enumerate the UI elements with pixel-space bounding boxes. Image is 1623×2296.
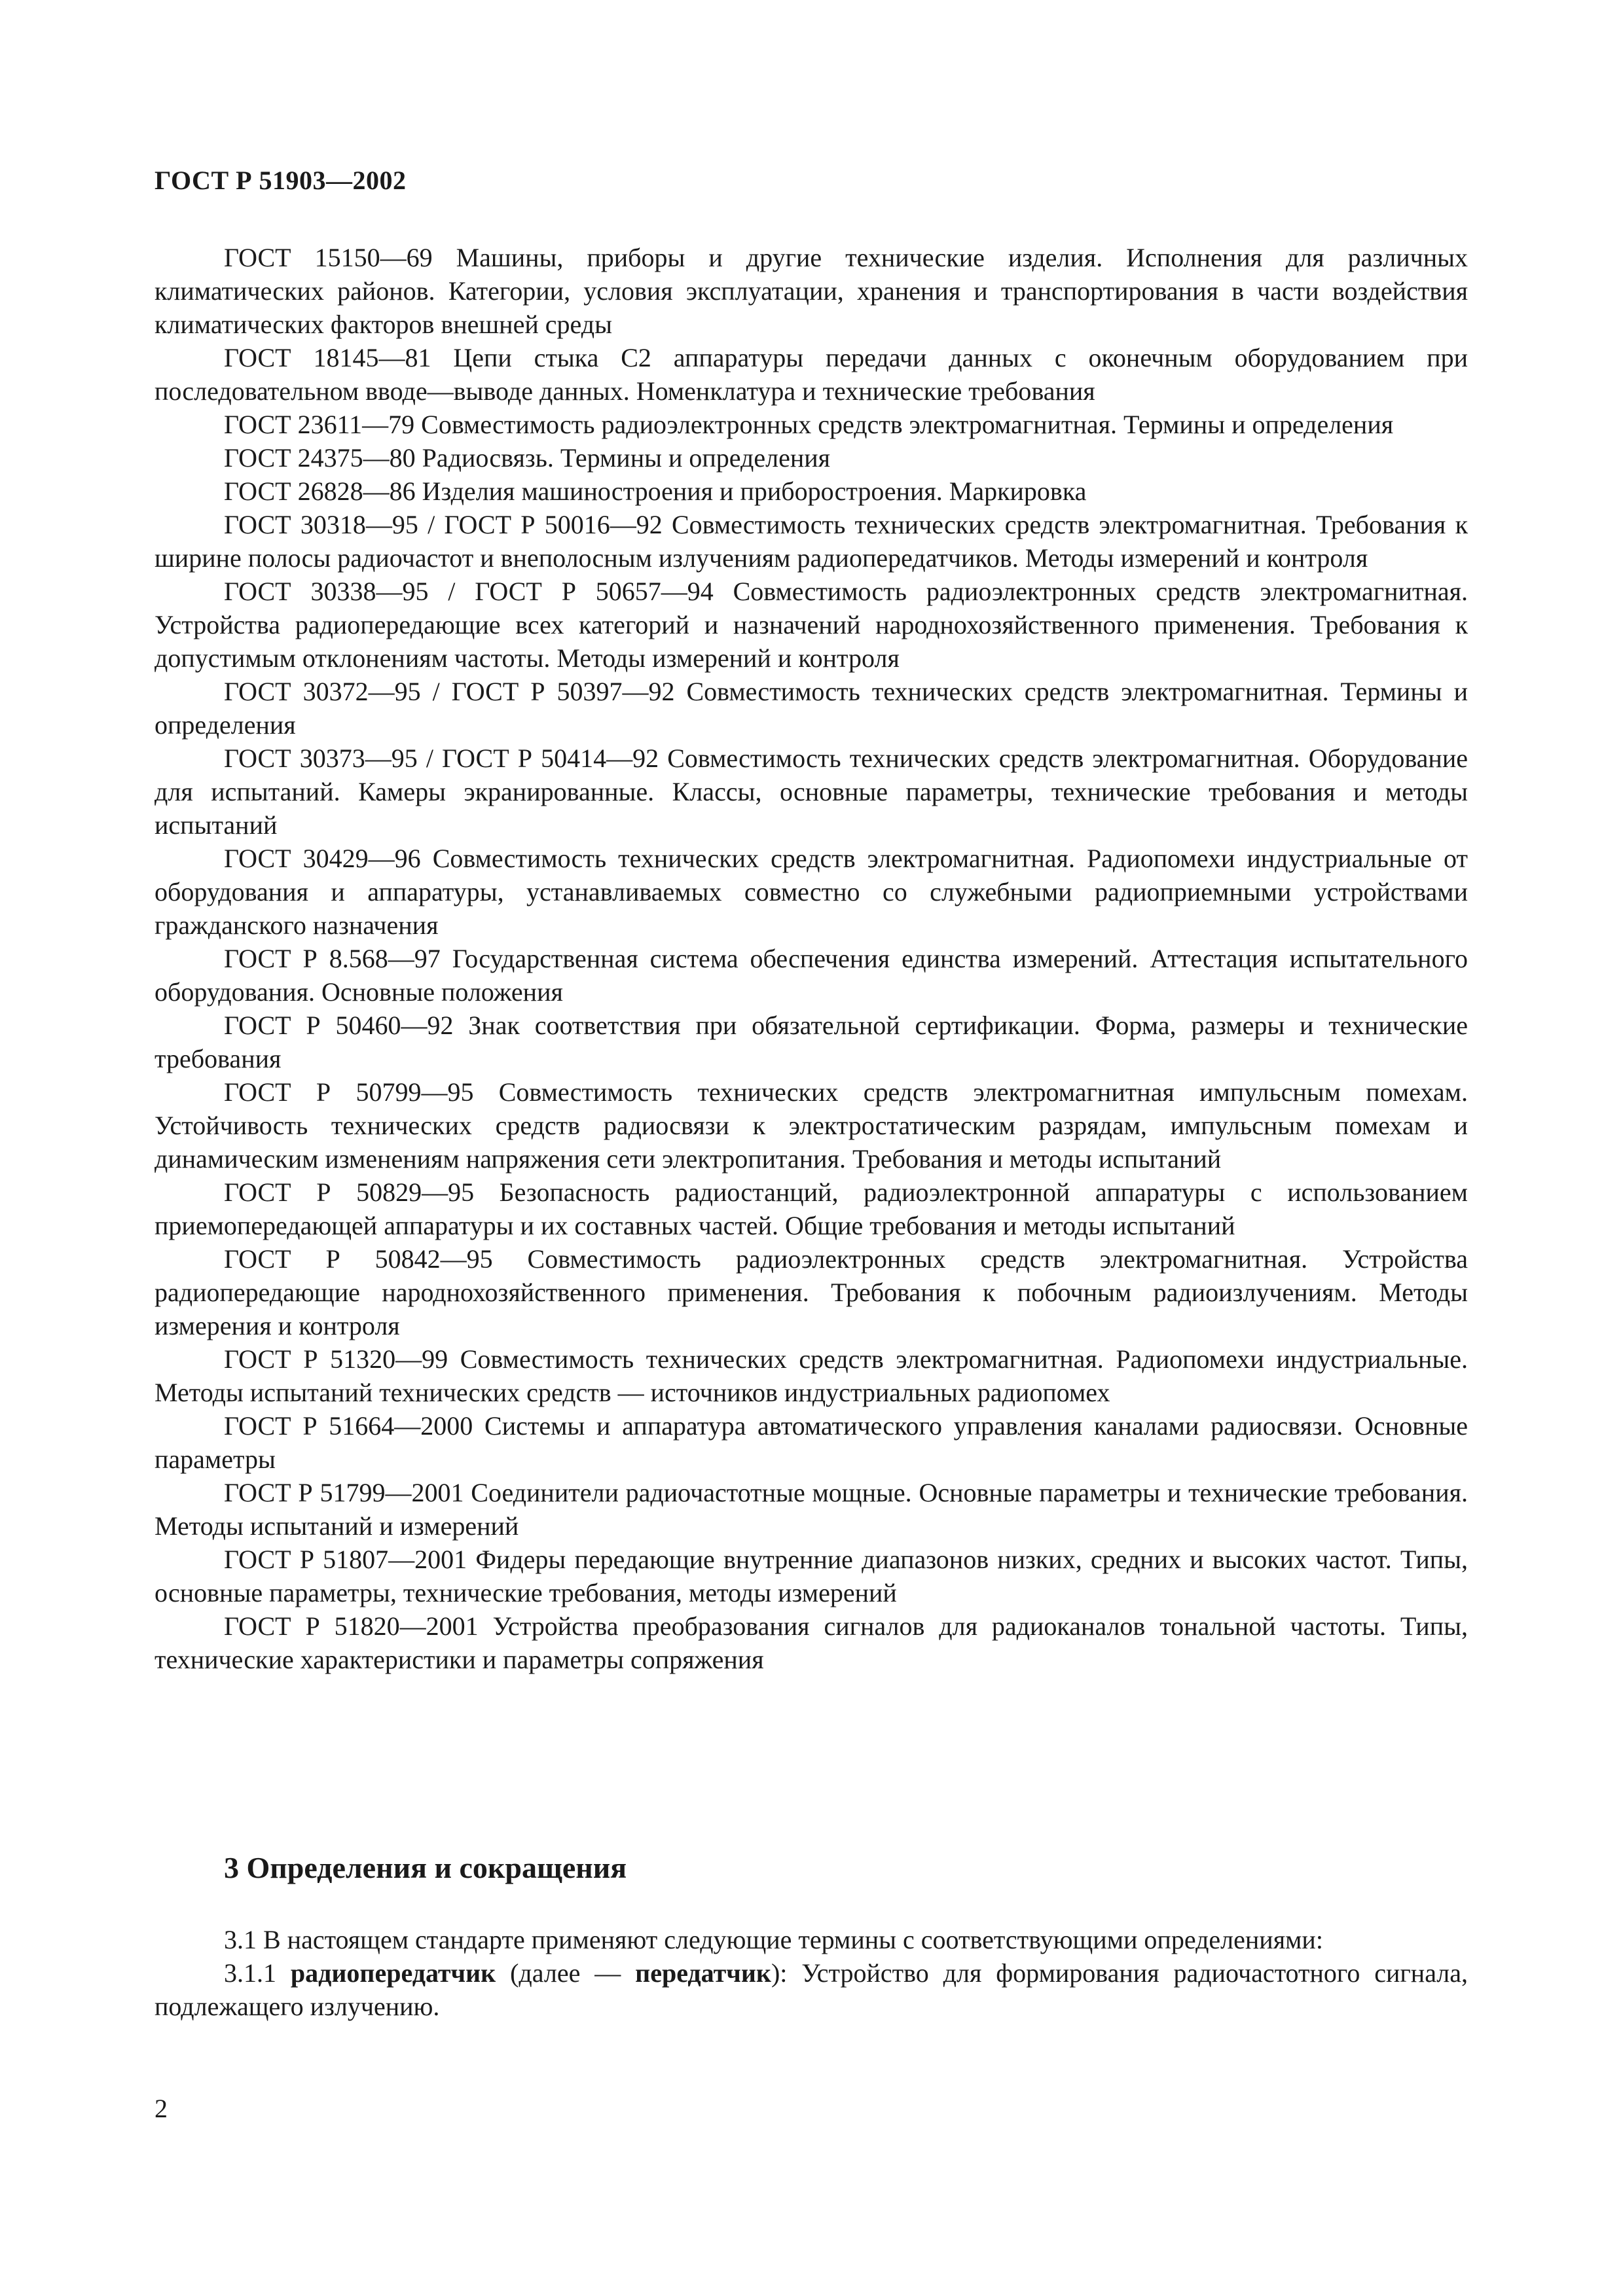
reference-item: ГОСТ 18145—81 Цепи стыка С2 аппаратуры передачи данных с оконечным оборудованием при последовательном вводе—выводе данных. Номенклатура и технические требования (155, 343, 1468, 406)
normative-references (155, 241, 1468, 1676)
definition-short-term: передатчик (635, 1958, 771, 1988)
reference-item: ГОСТ Р 50829—95 Безопасность радиостанций, радиоэлектронной аппаратуры с использованием приемопередающей аппаратуры и их составных частей. Общие требования и методы испытаний (155, 1177, 1468, 1240)
reference-item: ГОСТ Р 51820—2001 Устройства преобразования сигналов для радиоканалов тональной частоты. Типы, технические характеристики и параметры сопряжения (155, 1611, 1468, 1674)
reference-item: ГОСТ 26828—86 Изделия машиностроения и приборостроения. Маркировка (224, 476, 1087, 506)
reference-item: ГОСТ 30373—95 / ГОСТ Р 50414—92 Совместимость технических средств электромагнитная. Оборудование для испытаний. Камеры экранированные. Классы, основные параметры, технические требования и методы испытаний (155, 744, 1468, 840)
reference-item: ГОСТ 30429—96 Совместимость технических средств электромагнитная. Радиопомехи индустриальные от оборудования и аппаратуры, устанавливаемых совместно со служебными радиоприемными устройствами гражданского назначения (155, 844, 1468, 940)
definition-term: радиопередатчик (290, 1958, 496, 1988)
reference-item: ГОСТ 23611—79 Совместимость радиоэлектронных средств электромагнитная. Термины и определения (224, 410, 1394, 439)
reference-item: ГОСТ Р 51807—2001 Фидеры передающие внутренние диапазонов низких, средних и высоких частот. Типы, основные параметры, технические требования, методы измерений (155, 1545, 1468, 1607)
definition-connector: (далее — (496, 1958, 636, 1988)
reference-item: ГОСТ 15150—69 Машины, приборы и другие технические изделия. Исполнения для различных климатических районов. Категории, условия эксплуатации, хранения и транспортирования в части воздействия климатических факторов внешней среды (155, 243, 1468, 339)
page-number: 2 (155, 2094, 168, 2123)
reference-item: ГОСТ Р 50799—95 Совместимость технических средств электромагнитная импульсным помехам. Устойчивость технических средств радиосвязи к электростатическим разрядам, импульсным помехам и динамическим изменениям напряжения сети электропитания. Требования и методы испытаний (155, 1077, 1468, 1174)
reference-item: ГОСТ Р 51799—2001 Соединители радиочастотные мощные. Основные параметры и технические требования. Методы испытаний и измерений (155, 1478, 1468, 1541)
definition-number: 3.1.1 (224, 1958, 291, 1988)
definition-3-1-1 (155, 1956, 1468, 2023)
reference-item: ГОСТ Р 50460—92 Знак соответствия при обязательной сертификации. Форма, размеры и технические требования (155, 1011, 1468, 1073)
reference-item: ГОСТ Р 51320—99 Совместимость технических средств электромагнитная. Радиопомехи индустриальные. Методы испытаний технических средств — источников индустриальных радиопомех (155, 1344, 1468, 1407)
definition-text: Устройство для формирования радиочастотного сигнала, подлежащего излучению. (155, 1958, 1468, 2021)
reference-item: ГОСТ 24375—80 Радиосвязь. Термины и определения (224, 443, 831, 473)
definition-separator: ): (771, 1958, 802, 1988)
section-heading: 3 Определения и сокращения (224, 1851, 627, 1884)
reference-item: ГОСТ Р 50842—95 Совместимость радиоэлектронных средств электромагнитная. Устройства радиопередающие народнохозяйственного применения. Требования к побочным радиоизлучениям. Методы измерения и контроля (155, 1244, 1468, 1340)
definitions-intro: 3.1 В настоящем стандарте применяют следующие термины с соответствующими определениями: (224, 1925, 1323, 1954)
reference-item: ГОСТ Р 51664—2000 Системы и аппаратура автоматического управления каналами радиосвязи. Основные параметры (155, 1411, 1468, 1474)
reference-item: ГОСТ 30338—95 / ГОСТ Р 50657—94 Совместимость радиоэлектронных средств электромагнитная. Устройства радиопередающие всех категорий и назначений народнохозяйственного применения. Требования к допустимым отклонениям частоты. Методы измерений и контроля (155, 577, 1468, 673)
definitions-section (155, 1923, 1468, 2023)
reference-item: ГОСТ 30372—95 / ГОСТ Р 50397—92 Совместимость технических средств электромагнитная. Термины и определения (155, 677, 1468, 740)
reference-item: ГОСТ 30318—95 / ГОСТ Р 50016—92 Совместимость технических средств электромагнитная. Требования к ширине полосы радиочастот и внеполосным излучениям радиопередатчиков. Методы измерений и контроля (155, 510, 1468, 573)
reference-item: ГОСТ Р 8.568—97 Государственная система обеспечения единства измерений. Аттестация испытательного оборудования. Основные положения (155, 944, 1468, 1007)
document-header: ГОСТ Р 51903—2002 (155, 166, 407, 195)
